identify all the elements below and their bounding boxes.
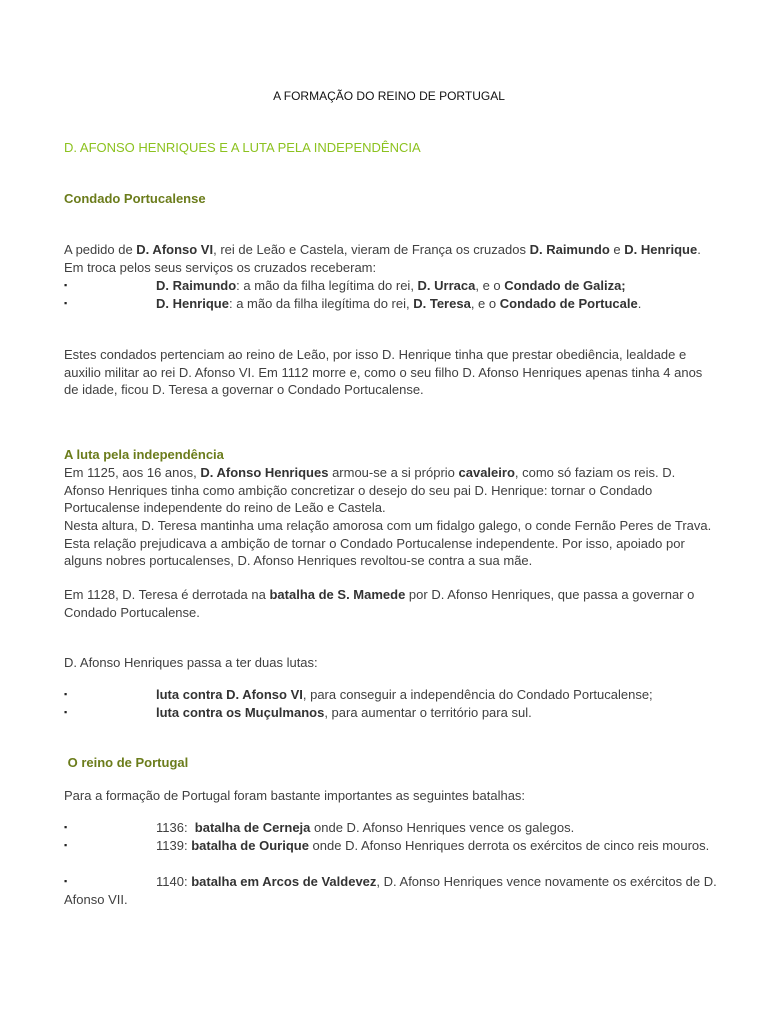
paragraph-formacao: Para a formação de Portugal foram bastante importantes as seguintes batalhas: bbox=[64, 788, 526, 803]
text: Em 1128, D. Teresa é derrotada na bbox=[64, 587, 270, 602]
section-heading: D. AFONSO HENRIQUES E A LUTA PELA INDEPENDÊNCIA bbox=[64, 140, 421, 155]
text: : a mão da filha legítima do rei, bbox=[236, 278, 418, 293]
text: , D. Afonso Henriques vence novamente os exércitos de D. Afonso VII. bbox=[64, 874, 720, 907]
bullet-icon: ▪ bbox=[64, 822, 68, 832]
text: Em 1125, aos 16 anos, bbox=[64, 465, 201, 480]
paragraph-1125 bbox=[64, 464, 718, 517]
list-item bbox=[64, 837, 718, 855]
text: . Em troca pelos seus serviços os cruzados receberam: bbox=[64, 242, 701, 275]
text: , e o bbox=[475, 278, 505, 293]
text: A pedido de bbox=[64, 242, 137, 257]
text: , rei de Leão e Castela, vieram de França os cruzados bbox=[213, 242, 530, 257]
bold-text: batalha em Arcos de Valdevez bbox=[191, 874, 377, 889]
text: 1139: bbox=[156, 838, 192, 853]
bold-text: Condado de Galiza; bbox=[504, 278, 626, 293]
bold-text: Condado de Portucale bbox=[499, 296, 638, 311]
text: , como só faziam os reis. D. Afonso Henriques tinha como ambição concretizar o desejo do seu pai D. Henrique: tornar o Condado Portucalense independente do reino de Leão e Castela. bbox=[64, 465, 676, 515]
reino-heading: O reino de Portugal bbox=[64, 755, 189, 770]
bold-text: batalha de Cerneja bbox=[194, 820, 311, 835]
bold-text: D. Raimundo bbox=[156, 278, 237, 293]
list-item bbox=[64, 295, 718, 313]
condado-heading: Condado Portucalense bbox=[64, 191, 206, 206]
text: , para aumentar o território para sul. bbox=[324, 705, 532, 720]
list-item bbox=[64, 819, 718, 837]
bold-text: cavaleiro bbox=[458, 465, 515, 480]
bold-text: D. Afonso VI bbox=[136, 242, 214, 257]
bullet-icon: ▪ bbox=[64, 876, 68, 886]
paragraph-1128 bbox=[64, 586, 718, 621]
bold-text: luta contra os Muçulmanos bbox=[156, 705, 325, 720]
bold-text: D. Raimundo bbox=[529, 242, 610, 257]
bold-text: D. Teresa bbox=[413, 296, 471, 311]
document-title: A FORMAÇÃO DO REINO DE PORTUGAL bbox=[273, 89, 505, 103]
luta-heading: A luta pela independência bbox=[64, 447, 224, 462]
bullet-icon: ▪ bbox=[64, 707, 68, 717]
paragraph-duas-lutas: D. Afonso Henriques passa a ter duas lutas: bbox=[64, 655, 318, 670]
bold-text: luta contra D. Afonso VI bbox=[156, 687, 303, 702]
text: e bbox=[609, 242, 625, 257]
bullet-icon: ▪ bbox=[64, 280, 68, 290]
list-item bbox=[64, 704, 718, 722]
text: , para conseguir a independência do Condado Portucalense; bbox=[302, 687, 653, 702]
paragraph-condados: Estes condados pertenciam ao reino de Leão, por isso D. Henrique tinha que prestar obediência, lealdade e auxilio militar ao rei D. Afonso VI. Em 1112 morre e, como o seu filho D. Afonso Henriques apenas tinha 4 anos de idade, ficou D. Teresa a governar o Condado Portucalense. bbox=[64, 347, 703, 397]
text: por D. Afonso Henriques, que passa a governar o Condado Portucalense. bbox=[64, 587, 695, 620]
text: . bbox=[637, 296, 642, 311]
paragraph-pedido bbox=[64, 241, 718, 276]
bullet-icon: ▪ bbox=[64, 840, 68, 850]
bullet-icon: ▪ bbox=[64, 689, 68, 699]
bullet-icon: ▪ bbox=[64, 298, 68, 308]
list-item bbox=[64, 873, 718, 908]
bold-text: D. Urraca bbox=[417, 278, 476, 293]
text: onde D. Afonso Henriques vence os galegos. bbox=[310, 820, 575, 835]
text: , e o bbox=[470, 296, 500, 311]
bold-text: batalha de Ourique bbox=[191, 838, 309, 853]
bold-text: batalha de S. Mamede bbox=[269, 587, 406, 602]
bold-text: D. Afonso Henriques bbox=[200, 465, 329, 480]
bold-text: D. Henrique bbox=[624, 242, 698, 257]
bold-text: D. Henrique bbox=[156, 296, 229, 311]
list-item bbox=[64, 686, 718, 704]
text: : a mão da filha ilegítima do rei, bbox=[228, 296, 414, 311]
text: onde D. Afonso Henriques derrota os exércitos de cinco reis mouros. bbox=[308, 838, 710, 853]
paragraph-teresa: Nesta altura, D. Teresa mantinha uma relação amorosa com um fidalgo galego, o conde Fernão Peres de Trava. Esta relação prejudicava a ambição de tornar o Condado Portucalense independente. Por isso, apoiado por alguns nobres portucalenses, D. Afonso Henriques revoltou-se contra a sua mãe. bbox=[64, 518, 712, 568]
text: armou-se a si próprio bbox=[328, 465, 459, 480]
text: 1136: bbox=[156, 820, 195, 835]
text: 1140: bbox=[156, 874, 192, 889]
list-item bbox=[64, 277, 718, 295]
